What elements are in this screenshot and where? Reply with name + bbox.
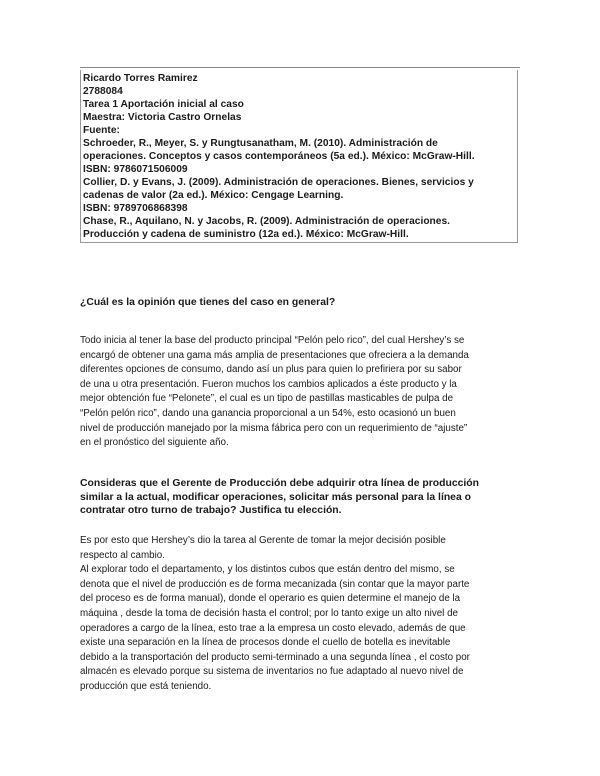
answer-1 [80,334,520,451]
paragraph-line: Al explorar todo el departamento, y los distintos cubos que están dentro del mismo, se [80,564,455,576]
paragraph-line: operadores a cargo de la línea, esto trae a la empresa un costo elevado, además de que [80,622,466,634]
paragraph-line: Es por esto que Hershey’s dio la tarea al Gerente de tomar la mejor decisión posible [80,535,446,546]
paragraph-line: encargó de obtener una gama más amplia de presentaciones que ofreciera a la demanda [80,349,469,361]
paragraph-line: respecto al cambio. [80,549,165,561]
header-line: Chase, R., Aquilano, N. y Jacobs, R. (2009). Administración de operaciones. [83,216,451,227]
paragraph-line: mejor obtención fue “Pelonete”, el cual es un tipo de pastillas masticables de pulpa de [80,393,454,405]
header-line: Producción y cadena de suministro (12a ed.). México: McGraw-Hill. [83,229,409,240]
paragraph-line: existe una separación en la línea de procesos donde el cuello de botella es inevitable [80,637,451,649]
question-2 [80,477,479,518]
paragraph-line: diferentes opciones de consumo, dando así un plus para quien lo prefiriera por su sabor [80,364,462,376]
paragraph-line: debido a la transportación del producto semi-terminado a una segunda línea , el costo por [80,651,470,663]
question-line: Consideras que el Gerente de Producción debe adquirir otra línea de producción [80,478,479,489]
paragraph-line: producción que está teniendo. [80,680,212,692]
paragraph-line: denota que el nivel de producción es de forma mecanizada (sin contar que la mayor parte [80,578,470,590]
paragraph-line: Todo inicia al tener la base del producto principal “Pelón pelo rico”, del cual Hershey’s se [80,335,465,346]
header-line: Schroeder, R., Meyer, S. y Rungtusanatham, M. (2010). Administración de [83,138,438,149]
header-line: ISBN: 9786071506009 [83,164,188,175]
paragraph-line: “Pelón pelón rico”, dando una ganancia proporcional a un 54%, esto ocasionó un buen [80,407,456,419]
answer-2 [80,534,520,695]
header-line: ISBN: 9789706868398 [83,203,188,214]
header-line: Maestra: Victoria Castro Ornelas [83,112,242,123]
header-block [80,70,518,243]
paragraph-line: de una u otra presentación. Fueron muchos los cambios aplicados a éste producto y la [80,378,457,390]
paragraph-line: nivel de producción manejado por la misma fábrica pero con un requerimiento de “ajuste” [80,422,468,434]
question-line: contratar otro turno de trabajo? Justifica tu elección. [80,505,342,516]
question-line: similar a la actual, modificar operaciones, solicitar más personal para la línea o [80,491,471,503]
paragraph-line: en el pronóstico del siguiente año. [80,437,229,449]
header-line: Tarea 1 Aportación inicial al caso [83,99,244,110]
header-line: Fuente: [83,125,120,136]
paragraph-line: almacén es elevado porque su sistema de inventarios no fue adaptado al nuevo nivel de [80,666,464,678]
header-line: Collier, D. y Evans, J. (2009). Administración de operaciones. Bienes, servicios y [83,177,474,188]
header-line: 2788084 [83,86,123,97]
top-divider [80,67,520,68]
question-1: ¿Cuál es la opinión que tienes del caso en general? [80,297,336,308]
header-line: cadenas de valor (2a ed.). México: Cengage Learning. [83,190,344,201]
paragraph-line: del proceso es de forma manual), donde el operario es quien determine el manejo de la [80,593,461,605]
paragraph-line: máquina , desde la toma de decisión hasta el control; por lo tanto exige un alto nivel de [80,607,458,619]
header-line: operaciones. Conceptos y casos contemporáneos (5a ed.). México: McGraw-Hill. [83,151,475,162]
header-line: Ricardo Torres Ramirez [83,73,198,84]
